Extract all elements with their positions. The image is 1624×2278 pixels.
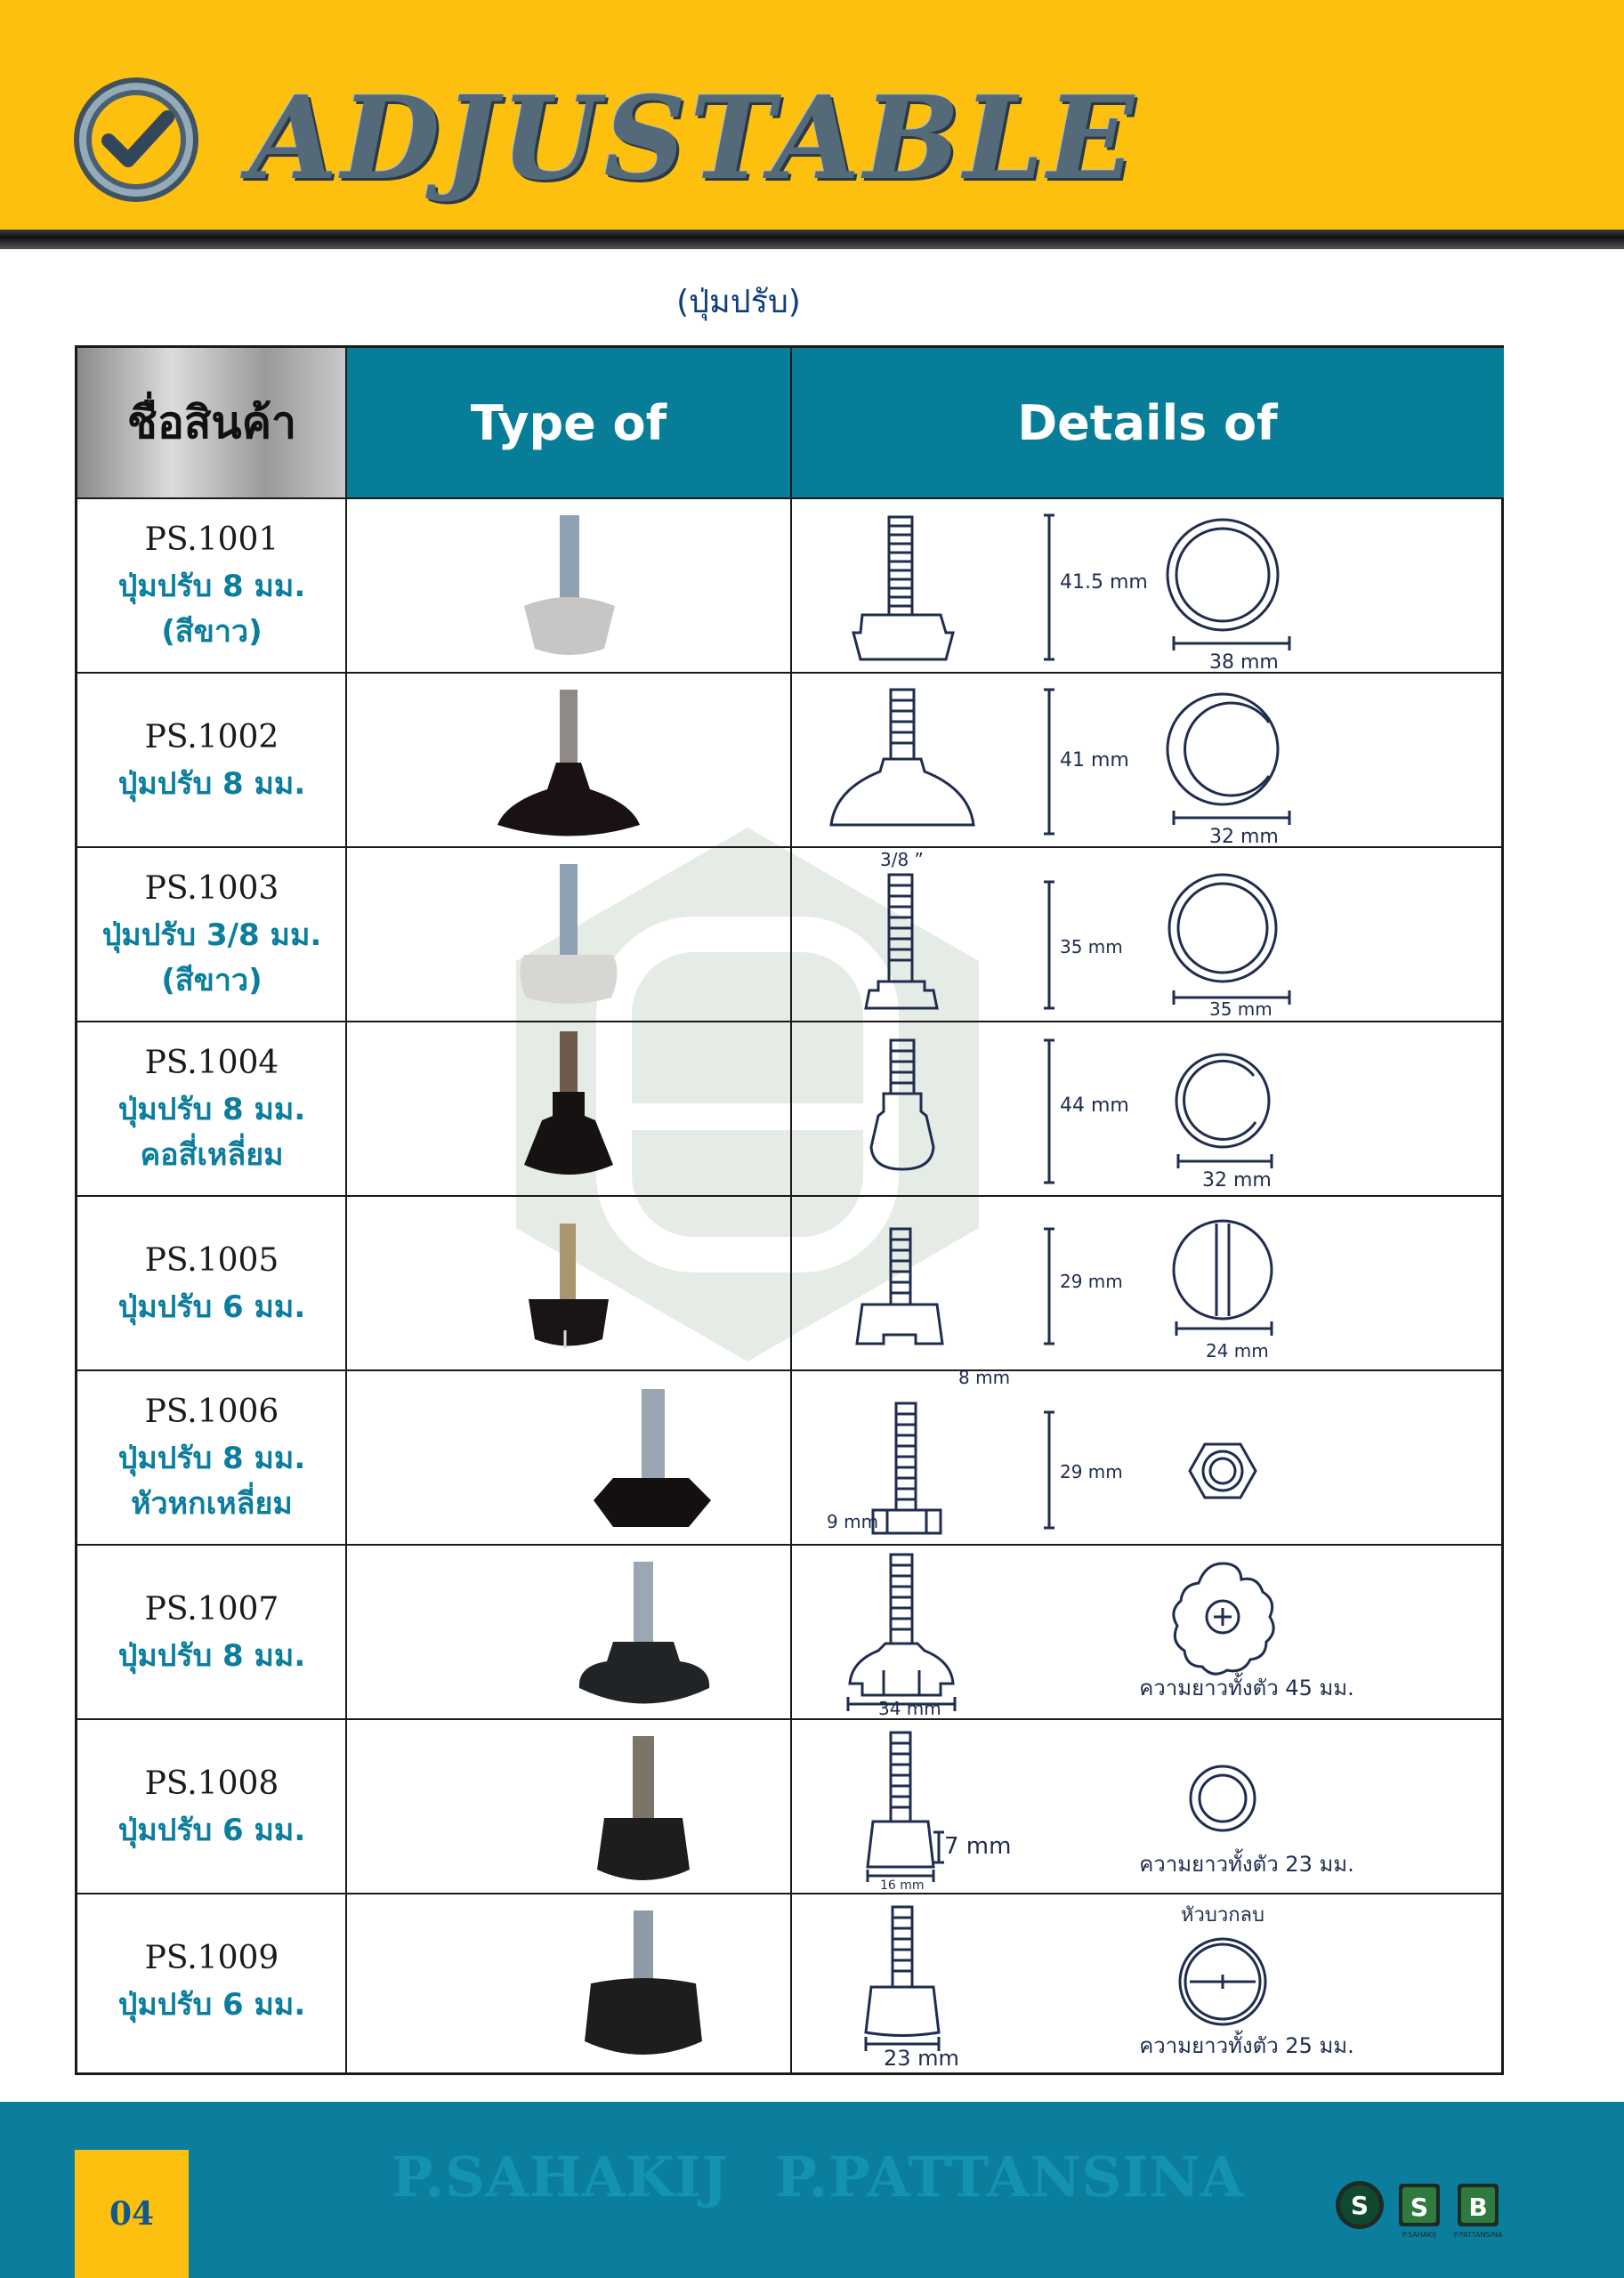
product-name [77,674,346,846]
product-desc: ปุ่มปรับ 8 มม. [117,1637,306,1674]
product-code: PS.1008 [144,1765,279,1802]
product-drawing [791,1022,1503,1195]
product-photo [346,1894,791,2067]
checkmark-badge-icon [69,73,203,206]
product-drawing [791,674,1503,846]
product-photo [346,1022,791,1195]
page-number: 04 [75,2150,189,2278]
table-row [77,672,1501,846]
product-name [77,1197,346,1369]
product-desc: หัวหกเหลี่ยม [131,1486,293,1522]
logo-label: P.PATTANSINA [1453,2231,1503,2239]
product-code: PS.1003 [144,870,279,907]
dimension-label: 7 mm [944,1833,1012,1860]
product-photo [346,674,791,846]
product-drawing [791,1371,1503,1544]
product-code: PS.1001 [144,521,279,558]
dimension-label: 16 mm [880,1878,925,1893]
product-code: PS.1007 [144,1590,279,1628]
product-name [77,1894,346,2067]
page-subtitle: (ปุ่มปรับ) [676,284,801,320]
product-table [75,345,1504,2075]
dimension-label: 3/8 ” [880,849,924,870]
product-desc: ปุ่มปรับ 6 มม. [117,1986,306,2023]
table-row [77,497,1501,672]
dimension-label: 35 mm [1209,998,1273,1020]
dimension-label: 32 mm [1209,826,1279,846]
product-desc: ปุ่มปรับ 6 มม. [117,1288,306,1325]
table-row [77,1893,1501,2072]
product-code: PS.1002 [144,718,279,755]
dimension-label: 29 mm [1060,1461,1123,1482]
product-name [77,1546,346,1718]
product-desc: ปุ่มปรับ 8 มม. [117,765,306,802]
dimension-label: 35 mm [1060,936,1123,957]
svg-text:S: S [1350,2191,1369,2220]
table-row [77,1544,1501,1718]
logo-label: P.SAHAKIJ [1402,2231,1437,2239]
dimension-label: ความยาวทั้งตัว 23 มม. [1139,1852,1354,1877]
product-name [77,1022,346,1195]
product-desc: (สีขาว) [161,963,263,998]
dimension-label: 32 mm [1202,1169,1272,1192]
dimension-label: ความยาวทั้งตัว 25 มม. [1139,2033,1354,2058]
product-desc: ปุ่มปรับ 6 มม. [117,1812,306,1848]
footer-brand: P.SAHAKIJ P.PATTANSINA [392,2145,1245,2209]
table-row [77,1021,1501,1195]
product-drawing [791,1197,1503,1369]
dimension-label: 41.5 mm [1060,571,1148,594]
product-desc: คอสี่เหลี่ยม [140,1137,284,1173]
product-drawing [791,1720,1503,1893]
product-desc: ปุ่มปรับ 8 มม. [117,1092,306,1127]
dimension-label: 24 mm [1206,1340,1269,1361]
product-name [77,848,346,1021]
dimension-label: 38 mm [1209,651,1279,672]
product-photo [346,1371,791,1544]
dimension-label: หัวบวกลบ [1181,1904,1264,1927]
product-photo [346,1197,791,1369]
product-name [77,1720,346,1893]
product-desc: ปุ่มปรับ 8 มม. [117,569,306,604]
product-desc: (สีขาว) [161,614,263,650]
table-row [77,1195,1501,1369]
product-code: PS.1004 [144,1045,279,1081]
product-desc: ปุ่มปรับ 8 มม. [117,1441,306,1476]
product-desc: ปุ่มปรับ 3/8 มม. [101,917,322,953]
page-title: ADJUSTABLE [249,72,1138,206]
dimension-label: 41 mm [1060,749,1129,771]
product-name [77,1371,346,1544]
product-drawing [791,499,1503,672]
dimension-label: 34 mm [878,1698,941,1718]
header-details: Details of [791,348,1504,497]
product-photo [346,499,791,672]
header-stripe [0,230,1624,249]
dimension-label: 9 mm [827,1511,879,1532]
product-photo [346,1720,791,1893]
table-row [77,1718,1501,1893]
svg-text:B: B [1468,2193,1488,2222]
header-type: Type of [346,348,791,497]
product-code: PS.1006 [144,1393,279,1430]
table-row [77,1369,1501,1544]
table-row [77,846,1501,1021]
product-photo [346,848,791,1021]
dimension-label: 44 mm [1060,1095,1129,1117]
dimension-label: 23 mm [884,2046,959,2067]
product-code: PS.1009 [144,1939,279,1976]
product-drawing [791,848,1503,1021]
dimension-label: ความยาวทั้งตัว 45 มม. [1139,1676,1354,1700]
product-code: PS.1005 [144,1241,279,1279]
product-drawing [791,1546,1503,1718]
dimension-label: 29 mm [1060,1271,1123,1292]
header-name: ชื่อสินค้า [77,348,346,497]
product-photo [346,1546,791,1718]
product-drawing [791,1894,1503,2067]
company-logos-icon [1335,2178,1513,2241]
dimension-label: 8 mm [958,1371,1011,1388]
svg-text:S: S [1410,2193,1429,2222]
product-name [77,499,346,672]
